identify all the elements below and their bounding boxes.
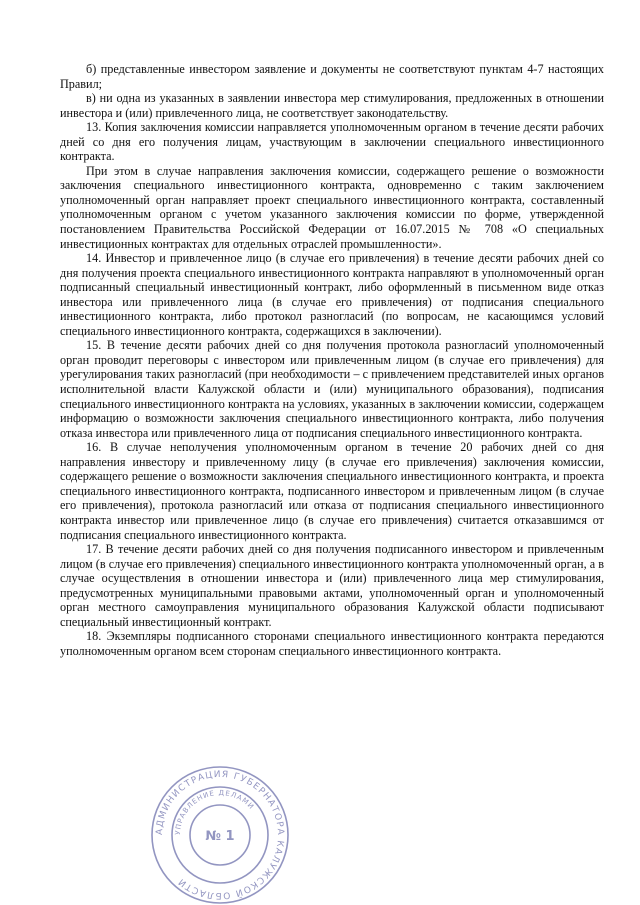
stamp-inner-text (174, 789, 256, 835)
paragraph-13: 13. Копия заключения комиссии направляется уполномоченным органом в течение десяти рабочих дней со дня его получения лицам, участвующим в заключении специального инвестиционного контракта. (60, 120, 604, 164)
stamp-outer-text (155, 770, 285, 900)
paragraph-15: 15. В течение десяти рабочих дней со дня получения протокола разногласий уполномоченный орган проводит переговоры с инвестором или привлеченным лицом (в случае его привлечения) для урегулирования таких разногласий (при необходимости – с привлечением представителей иных органов исполнительной власти Калужской области и (или) муниципального образования), подписания специального инвестиционного контракта на условиях, указанных в заключении комиссии, содержащем информацию о возможности заключения специального инвестиционного контракта, либо получения отказа инвестора или привлеченного лица от подписания специального инвестиционного контракта. (60, 338, 604, 440)
document-page (60, 62, 604, 658)
official-seal-stamp (150, 765, 290, 905)
stamp-outer-textpath: АДМИНИСТРАЦИЯ ГУБЕРНАТОРА КАЛУЖСКОЙ ОБЛАСТИ (154, 769, 286, 901)
stamp-number: № 1 (205, 829, 235, 844)
paragraph-12c: в) ни одна из указанных в заявлении инвестора мер стимулирования, предложенных в отношении инвестора и (или) привлеченного лица, не соответствует законодательству. (60, 91, 604, 120)
paragraph-17: 17. В течение десяти рабочих дней со дня получения подписанного инвестором и привлеченным лицом (в случае его привлечения) специального инвестиционного контракта уполномоченный орган, а в случае осуществления в отношении инвестора и (или) привлеченного лица мер стимулирования, предусмотренных муниципальными правовыми актами, уполномоченный орган и уполномоченный орган местного самоуправления муниципального образования Калужской области подписывают специальный инвестиционный контракт. (60, 542, 604, 629)
paragraph-18: 18. Экземпляры подписанного сторонами специального инвестиционного контракта передаются уполномоченным органом всем сторонам специального инвестиционного контракта. (60, 629, 604, 658)
paragraph-12b: б) представленные инвестором заявление и документы не соответствуют пунктам 4-7 настоящих Правил; (60, 62, 604, 91)
paragraph-16: 16. В случае неполучения уполномоченным органом в течение 20 рабочих дней со дня направления инвестору и привлеченному лицу (в случае его привлечения) заключения комиссии, содержащего решение о возможности заключения специального инвестиционного контракта, и проекта специального инвестиционного контракта, подписанного инвестором и привлеченным лицом (в случае его привлечения), протокола разногласий или отказа от подписания специального инвестиционного контракта инвестор или привлеченное лицо (в случае его привлечения) считается отказавшимся от подписания специального инвестиционного контракта. (60, 440, 604, 542)
paragraph-14: 14. Инвестор и привлеченное лицо (в случае его привлечения) в течение десяти рабочих дней со дня получения проекта специального инвестиционного контракта направляют в уполномоченный орган подписанный специальный инвестиционный контракт, либо оформленный в письменном виде отказ инвестора или привлеченного лица (в случае его привлечения) от подписания специального инвестиционного контракта, либо протокол разногласий (по вопросам, не касающимся условий специального инвестиционного контракта, содержащихся в заключении). (60, 251, 604, 338)
stamp-inner-textpath: УПРАВЛЕНИЕ ДЕЛАМИ (173, 788, 256, 836)
stamp-rings (152, 767, 288, 903)
paragraph-13-continuation: При этом в случае направления заключения комиссии, содержащего решение о возможности заключения специального инвестиционного контракта, одновременно с таким заключением уполномоченный орган направляет проект специального инвестиционного контракта, составленный уполномоченным органом с учетом указанного заключения комиссии по форме, утвержденной постановлением Правительства Российской Федерации от 16.07.2015 № 708 «О специальных инвестиционных контрактах для отдельных отраслей промышленности». (60, 163, 604, 251)
